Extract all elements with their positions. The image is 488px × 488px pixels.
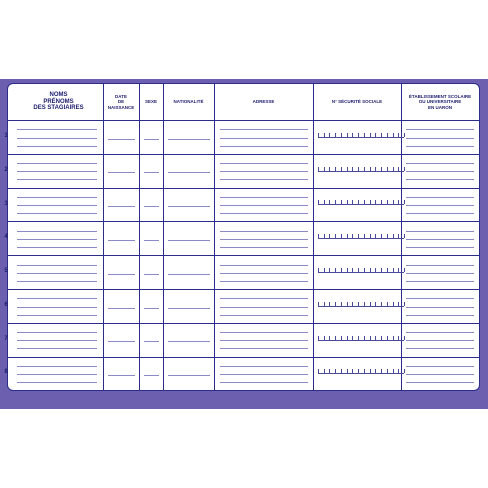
digit-box-tick	[352, 167, 353, 171]
writing-line[interactable]	[17, 340, 97, 341]
writing-line[interactable]	[220, 382, 308, 383]
writing-line[interactable]	[220, 239, 308, 240]
writing-line[interactable]	[17, 366, 97, 367]
social-security-boxes[interactable]	[318, 300, 404, 307]
digit-box-tick	[341, 200, 342, 204]
writing-line[interactable]	[17, 146, 97, 147]
row-number: 3	[4, 201, 8, 207]
writing-line[interactable]	[220, 281, 308, 282]
digit-box-tick	[318, 167, 319, 171]
writing-line[interactable]	[17, 281, 97, 282]
writing-line[interactable]	[144, 341, 159, 342]
writing-line[interactable]	[220, 213, 308, 214]
writing-line[interactable]	[406, 332, 474, 333]
digit-box-tick	[318, 336, 319, 340]
digit-box-tick	[375, 336, 376, 340]
digit-box-tick	[398, 336, 399, 340]
digit-box-tick	[381, 268, 382, 272]
writing-line[interactable]	[406, 307, 474, 308]
digit-box-tick	[398, 234, 399, 238]
writing-line[interactable]	[17, 179, 97, 180]
digit-box-tick	[404, 234, 405, 238]
social-security-boxes[interactable]	[318, 131, 404, 138]
writing-line[interactable]	[17, 247, 97, 248]
digit-box-tick	[404, 302, 405, 306]
digit-box-tick	[364, 234, 365, 238]
digit-box-tick	[393, 200, 394, 204]
row-divider	[8, 357, 479, 358]
digit-box-tick	[387, 200, 388, 204]
writing-line[interactable]	[406, 382, 474, 383]
digit-box-tick	[387, 336, 388, 340]
writing-line[interactable]	[220, 129, 308, 130]
writing-line[interactable]	[406, 340, 474, 341]
column-divider	[103, 84, 104, 390]
writing-line[interactable]	[17, 298, 97, 299]
digit-box-tick	[329, 167, 330, 171]
digit-box-tick	[393, 167, 394, 171]
digit-box-tick	[398, 268, 399, 272]
digit-box-tick	[341, 268, 342, 272]
digit-box-tick	[393, 369, 394, 373]
digit-box-tick	[404, 369, 405, 373]
writing-line[interactable]	[108, 375, 135, 376]
digit-box-tick	[358, 133, 359, 137]
writing-line[interactable]	[406, 197, 474, 198]
writing-line[interactable]	[144, 172, 159, 173]
digit-box-tick	[370, 133, 371, 137]
writing-line[interactable]	[406, 146, 474, 147]
digit-box-tick	[341, 369, 342, 373]
social-security-boxes[interactable]	[318, 334, 404, 341]
writing-line[interactable]	[406, 138, 474, 139]
row-divider	[8, 221, 479, 222]
writing-line[interactable]	[17, 382, 97, 383]
column-divider	[214, 84, 215, 390]
writing-line[interactable]	[17, 213, 97, 214]
writing-line[interactable]	[17, 163, 97, 164]
header-securite-sociale: N° SÉCURITÉ SOCIALE	[331, 99, 383, 105]
digit-box-tick	[324, 268, 325, 272]
digit-box-tick	[324, 302, 325, 306]
digit-box-tick	[358, 268, 359, 272]
digit-box-tick	[347, 268, 348, 272]
writing-line[interactable]	[168, 341, 210, 342]
digit-box-tick	[404, 133, 405, 137]
header-etab-line1: ÉTABLISSEMENT SCOLAIRE	[408, 94, 472, 100]
digit-box-tick	[398, 369, 399, 373]
writing-line[interactable]	[220, 205, 308, 206]
digit-box-tick	[364, 200, 365, 204]
header-sexe: SEXE	[144, 99, 157, 105]
digit-box-tick	[329, 336, 330, 340]
digit-box-tick	[387, 167, 388, 171]
writing-line[interactable]	[220, 332, 308, 333]
digit-box-tick	[329, 369, 330, 373]
row-divider	[8, 188, 479, 189]
digit-box-tick	[335, 302, 336, 306]
digit-box-tick	[358, 234, 359, 238]
digit-box-tick	[358, 369, 359, 373]
header-noms-line3: DES STAGIAIRES	[33, 105, 84, 112]
digit-box-tick	[324, 336, 325, 340]
writing-line[interactable]	[108, 206, 135, 207]
digit-box-tick	[324, 234, 325, 238]
digit-box-tick	[335, 234, 336, 238]
row-divider	[8, 323, 479, 324]
header-date-naissance	[103, 84, 139, 120]
writing-line[interactable]	[406, 239, 474, 240]
writing-line[interactable]	[168, 375, 210, 376]
writing-line[interactable]	[220, 247, 308, 248]
row-divider	[8, 289, 479, 290]
writing-line[interactable]	[17, 348, 97, 349]
writing-line[interactable]	[17, 332, 97, 333]
writing-line[interactable]	[108, 341, 135, 342]
digit-box-tick	[324, 200, 325, 204]
digit-box-tick	[370, 268, 371, 272]
writing-line[interactable]	[17, 129, 97, 130]
digit-box-tick	[347, 200, 348, 204]
writing-line[interactable]	[108, 274, 135, 275]
writing-line[interactable]	[220, 374, 308, 375]
header-date-line3: NAISSANCE	[107, 104, 135, 110]
digit-box-tick	[375, 234, 376, 238]
column-divider	[139, 84, 140, 390]
digit-box-tick	[318, 302, 319, 306]
digit-box-tick	[352, 234, 353, 238]
writing-line[interactable]	[144, 375, 159, 376]
header-noms-line1: NOMS	[49, 91, 68, 98]
digit-box-tick	[364, 167, 365, 171]
writing-line[interactable]	[220, 171, 308, 172]
column-divider	[163, 84, 164, 390]
digit-box-tick	[324, 369, 325, 373]
digit-box-tick	[404, 167, 405, 171]
writing-line[interactable]	[220, 163, 308, 164]
row-divider	[8, 255, 479, 256]
writing-line[interactable]	[108, 139, 135, 140]
writing-line[interactable]	[406, 374, 474, 375]
writing-line[interactable]	[108, 240, 135, 241]
writing-line[interactable]	[220, 298, 308, 299]
digit-box-tick	[341, 167, 342, 171]
digit-box-tick	[375, 167, 376, 171]
writing-line[interactable]	[406, 231, 474, 232]
digit-box-tick	[387, 302, 388, 306]
row-number: 6	[4, 302, 8, 308]
writing-line[interactable]	[406, 171, 474, 172]
digit-box-tick	[329, 133, 330, 137]
writing-line[interactable]	[220, 146, 308, 147]
writing-line[interactable]	[17, 239, 97, 240]
digit-box-tick	[352, 336, 353, 340]
digit-box-tick	[358, 302, 359, 306]
digit-box-tick	[404, 200, 405, 204]
writing-line[interactable]	[406, 129, 474, 130]
writing-line[interactable]	[220, 273, 308, 274]
digit-box-tick	[347, 133, 348, 137]
writing-line[interactable]	[406, 179, 474, 180]
writing-line[interactable]	[220, 138, 308, 139]
digit-box-tick	[381, 167, 382, 171]
digit-box-tick	[393, 268, 394, 272]
digit-box-tick	[352, 369, 353, 373]
writing-line[interactable]	[17, 231, 97, 232]
digit-box-tick	[347, 302, 348, 306]
writing-line[interactable]	[108, 172, 135, 173]
digit-box-tick	[364, 133, 365, 137]
digit-box-tick	[329, 268, 330, 272]
digit-box-tick	[404, 336, 405, 340]
writing-line[interactable]	[144, 240, 159, 241]
digit-box-tick	[335, 133, 336, 137]
writing-line[interactable]	[168, 274, 210, 275]
digit-box-tick	[404, 268, 405, 272]
digit-box-tick	[387, 234, 388, 238]
header-etab-line2: OU UNIVERSITAIRE	[418, 99, 462, 105]
writing-line[interactable]	[220, 265, 308, 266]
column-divider	[313, 84, 314, 390]
header-etablissement	[401, 84, 479, 120]
digit-box-tick	[335, 167, 336, 171]
digit-box-tick	[387, 133, 388, 137]
digit-box-tick	[381, 336, 382, 340]
digit-box-tick	[358, 167, 359, 171]
digit-box-tick	[329, 302, 330, 306]
social-security-boxes[interactable]	[318, 266, 404, 273]
header-date-line2: DE	[117, 99, 125, 105]
row-number: 8	[4, 369, 8, 375]
writing-line[interactable]	[17, 307, 97, 308]
digit-box-tick	[335, 268, 336, 272]
digit-box-tick	[352, 302, 353, 306]
digit-box-tick	[352, 133, 353, 137]
social-security-boxes[interactable]	[318, 165, 404, 172]
digit-box-tick	[364, 268, 365, 272]
row-number: 1	[4, 133, 8, 139]
digit-box-tick	[324, 133, 325, 137]
form-header-row	[8, 84, 479, 121]
writing-line[interactable]	[220, 315, 308, 316]
row-divider	[8, 154, 479, 155]
digit-box-tick	[370, 369, 371, 373]
digit-box-tick	[341, 234, 342, 238]
digit-box-tick	[398, 167, 399, 171]
digit-box-tick	[335, 200, 336, 204]
digit-box-tick	[352, 200, 353, 204]
digit-box-tick	[398, 200, 399, 204]
writing-line[interactable]	[144, 308, 159, 309]
digit-box-tick	[318, 133, 319, 137]
digit-box-tick	[375, 133, 376, 137]
digit-box-tick	[381, 302, 382, 306]
digit-box-tick	[370, 302, 371, 306]
writing-line[interactable]	[17, 197, 97, 198]
writing-line[interactable]	[168, 308, 210, 309]
digit-box-tick	[324, 167, 325, 171]
writing-line[interactable]	[17, 171, 97, 172]
header-date-line1: DATE	[115, 94, 127, 100]
digit-box-tick	[347, 167, 348, 171]
digit-box-tick	[341, 133, 342, 137]
digit-box-tick	[398, 133, 399, 137]
header-noms	[14, 84, 103, 120]
writing-line[interactable]	[220, 340, 308, 341]
digit-box-tick	[393, 234, 394, 238]
row-number: 7	[4, 336, 8, 342]
digit-box-tick	[352, 268, 353, 272]
writing-line[interactable]	[220, 348, 308, 349]
writing-line[interactable]	[406, 348, 474, 349]
social-security-boxes[interactable]	[318, 198, 404, 205]
digit-box-tick	[375, 268, 376, 272]
digit-box-tick	[341, 302, 342, 306]
header-noms-line2: PRÉNOMS	[43, 98, 74, 105]
digit-box-tick	[387, 268, 388, 272]
writing-line[interactable]	[17, 273, 97, 274]
digit-box-tick	[398, 302, 399, 306]
writing-line[interactable]	[144, 274, 159, 275]
digit-box-tick	[358, 336, 359, 340]
digit-box-tick	[393, 336, 394, 340]
social-security-boxes[interactable]	[318, 232, 404, 239]
writing-line[interactable]	[406, 273, 474, 274]
digit-box-tick	[347, 234, 348, 238]
writing-line[interactable]	[406, 163, 474, 164]
social-security-boxes[interactable]	[318, 367, 404, 374]
writing-line[interactable]	[17, 315, 97, 316]
digit-box-tick	[364, 369, 365, 373]
writing-line[interactable]	[108, 308, 135, 309]
digit-box-tick	[318, 234, 319, 238]
digit-box-tick	[381, 133, 382, 137]
digit-box-tick	[347, 369, 348, 373]
digit-box-tick	[370, 167, 371, 171]
registration-form	[4, 83, 480, 391]
writing-line[interactable]	[168, 172, 210, 173]
digit-box-tick	[364, 336, 365, 340]
writing-line[interactable]	[406, 366, 474, 367]
writing-line[interactable]	[17, 205, 97, 206]
digit-box-tick	[375, 302, 376, 306]
writing-line[interactable]	[144, 206, 159, 207]
digit-box-tick	[329, 200, 330, 204]
header-etab-line3: EN UARON	[427, 104, 452, 110]
digit-box-tick	[381, 369, 382, 373]
writing-line[interactable]	[220, 231, 308, 232]
writing-line[interactable]	[168, 240, 210, 241]
digit-box-tick	[364, 302, 365, 306]
header-adresse: ADRESSE	[252, 99, 275, 105]
writing-line[interactable]	[220, 179, 308, 180]
digit-box-tick	[393, 302, 394, 306]
writing-line[interactable]	[406, 298, 474, 299]
digit-box-tick	[370, 336, 371, 340]
digit-box-tick	[358, 200, 359, 204]
writing-line[interactable]	[220, 366, 308, 367]
header-nationalite: NATIONALITÉ	[173, 99, 204, 105]
digit-box-tick	[381, 200, 382, 204]
writing-line[interactable]	[406, 213, 474, 214]
writing-line[interactable]	[220, 307, 308, 308]
writing-line[interactable]	[406, 205, 474, 206]
digit-box-tick	[370, 234, 371, 238]
digit-box-tick	[318, 369, 319, 373]
digit-box-tick	[335, 369, 336, 373]
digit-box-tick	[347, 336, 348, 340]
writing-line[interactable]	[406, 315, 474, 316]
digit-box-tick	[375, 369, 376, 373]
writing-line[interactable]	[406, 247, 474, 248]
digit-box-tick	[341, 336, 342, 340]
writing-line[interactable]	[17, 374, 97, 375]
writing-line[interactable]	[168, 206, 210, 207]
writing-line[interactable]	[406, 265, 474, 266]
digit-box-tick	[318, 268, 319, 272]
row-number: 5	[4, 268, 8, 274]
writing-line[interactable]	[144, 139, 159, 140]
digit-box-tick	[318, 200, 319, 204]
digit-box-tick	[370, 200, 371, 204]
digit-box-tick	[381, 234, 382, 238]
writing-line[interactable]	[17, 265, 97, 266]
row-number: 2	[4, 167, 8, 173]
writing-line[interactable]	[406, 281, 474, 282]
writing-line[interactable]	[168, 139, 210, 140]
digit-box-tick	[329, 234, 330, 238]
digit-box-tick	[393, 133, 394, 137]
row-number: 4	[4, 234, 8, 240]
writing-line[interactable]	[220, 197, 308, 198]
digit-box-tick	[375, 200, 376, 204]
digit-box-tick	[335, 336, 336, 340]
digit-box-tick	[387, 369, 388, 373]
writing-line[interactable]	[17, 138, 97, 139]
